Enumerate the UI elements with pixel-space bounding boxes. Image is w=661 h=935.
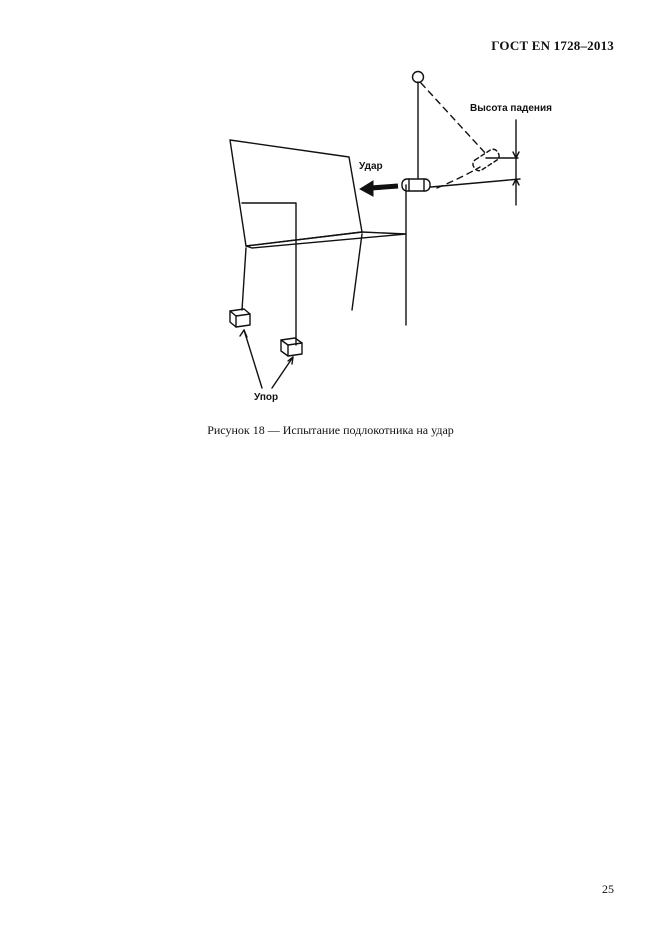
figure-caption: Рисунок 18 — Испытание подлокотника на удар xyxy=(207,423,454,437)
impact-label: Удар xyxy=(359,161,383,172)
stop-leader-right xyxy=(272,357,293,388)
drop-height-line-bottom xyxy=(431,179,520,187)
impactor-raised xyxy=(471,147,501,172)
stop-label: Упор xyxy=(254,392,279,403)
impact-arrow xyxy=(360,181,398,196)
stop-leader-left xyxy=(244,330,262,388)
stop-block-left xyxy=(230,309,250,327)
chair-seat xyxy=(246,232,406,248)
pendulum-swing-path xyxy=(421,83,487,155)
page-number: 25 xyxy=(602,882,614,896)
drop-height-label: Высота падения xyxy=(470,103,552,114)
chair-leg-front-left xyxy=(242,248,246,310)
chair-leg-back xyxy=(352,234,362,310)
armrest-impact-test-diagram xyxy=(0,0,661,420)
document-header: ГОСТ EN 1728–2013 xyxy=(491,38,614,53)
pendulum-pivot xyxy=(413,72,424,83)
stop-block-right xyxy=(281,338,302,356)
